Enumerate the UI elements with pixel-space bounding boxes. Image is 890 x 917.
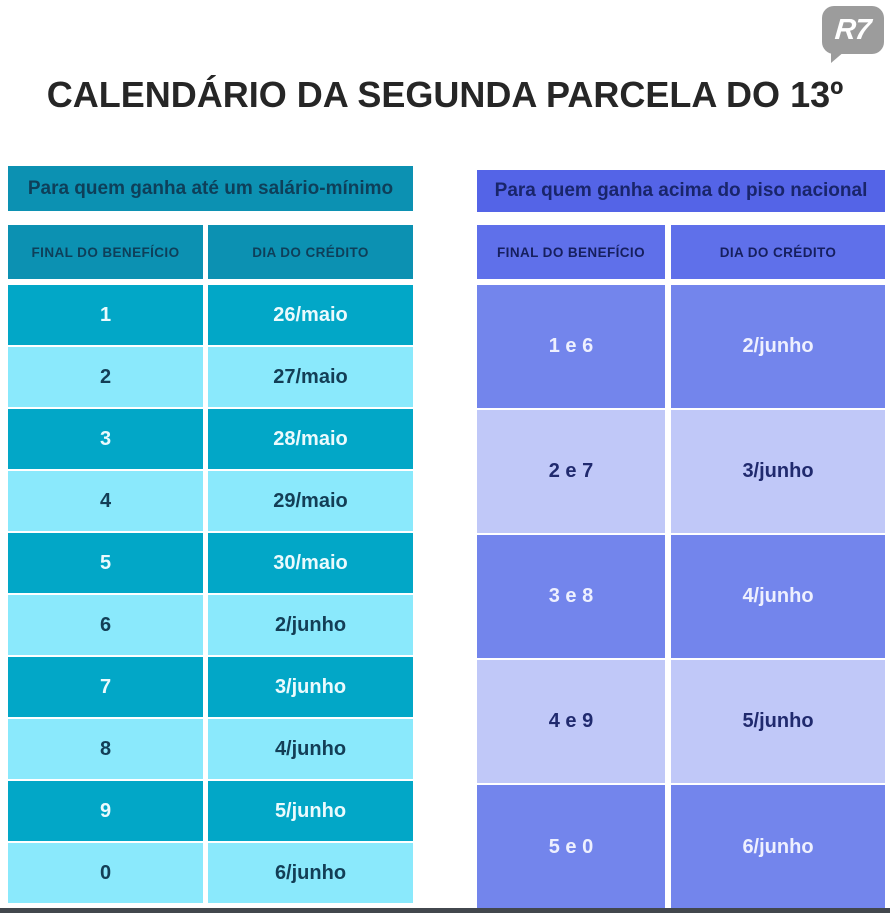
table-row (8, 657, 413, 717)
table-body (8, 285, 413, 903)
r7-logo-tail (831, 51, 845, 63)
final-cell: 2 (8, 347, 203, 407)
table-row (477, 410, 885, 533)
table-body (477, 285, 885, 910)
table-row (477, 785, 885, 910)
table-row (8, 347, 413, 407)
column-header-credit: DIA DO CRÉDITO (671, 225, 885, 279)
date-cell: 2/junho (208, 595, 413, 655)
date-cell: 29/maio (208, 471, 413, 531)
r7-logo-text: R7 (834, 13, 872, 46)
final-cell: 6 (8, 595, 203, 655)
table-row (8, 409, 413, 469)
table-row (8, 781, 413, 841)
column-headers (477, 225, 885, 279)
date-cell: 28/maio (208, 409, 413, 469)
bottom-edge-line (0, 908, 890, 913)
final-cell: 3 (8, 409, 203, 469)
page-title: CALENDÁRIO DA SEGUNDA PARCELA DO 13º (46, 74, 844, 115)
table-row (8, 285, 413, 345)
date-cell: 4/junho (671, 535, 885, 658)
table-row (8, 719, 413, 779)
date-cell: 30/maio (208, 533, 413, 593)
date-cell: 2/junho (671, 285, 885, 408)
table-row (477, 285, 885, 408)
date-cell: 3/junho (671, 410, 885, 533)
table-row (8, 533, 413, 593)
table-row (477, 660, 885, 783)
table-row (477, 535, 885, 658)
final-cell: 2 e 7 (477, 410, 665, 533)
final-cell: 4 (8, 471, 203, 531)
table-row (8, 843, 413, 903)
date-cell: 3/junho (208, 657, 413, 717)
final-cell: 4 e 9 (477, 660, 665, 783)
final-cell: 3 e 8 (477, 535, 665, 658)
final-cell: 5 e 0 (477, 785, 665, 910)
column-header-credit: DIA DO CRÉDITO (208, 225, 413, 279)
table-row (8, 471, 413, 531)
date-cell: 26/maio (208, 285, 413, 345)
final-cell: 8 (8, 719, 203, 779)
column-header-final: FINAL DO BENEFÍCIO (477, 225, 665, 279)
table-minimum-wage (8, 166, 413, 905)
final-cell: 1 e 6 (477, 285, 665, 408)
final-cell: 7 (8, 657, 203, 717)
r7-logo (822, 6, 884, 54)
final-cell: 5 (8, 533, 203, 593)
date-cell: 27/maio (208, 347, 413, 407)
table-row (8, 595, 413, 655)
table-header-bar: Para quem ganha acima do piso nacional (477, 170, 885, 212)
date-cell: 4/junho (208, 719, 413, 779)
date-cell: 5/junho (208, 781, 413, 841)
column-headers (8, 225, 413, 279)
date-cell: 6/junho (208, 843, 413, 903)
final-cell: 9 (8, 781, 203, 841)
table-above-minimum (477, 170, 885, 912)
table-header-bar: Para quem ganha até um salário-mínimo (8, 166, 413, 211)
date-cell: 6/junho (671, 785, 885, 910)
column-header-final: FINAL DO BENEFÍCIO (8, 225, 203, 279)
final-cell: 1 (8, 285, 203, 345)
final-cell: 0 (8, 843, 203, 903)
date-cell: 5/junho (671, 660, 885, 783)
